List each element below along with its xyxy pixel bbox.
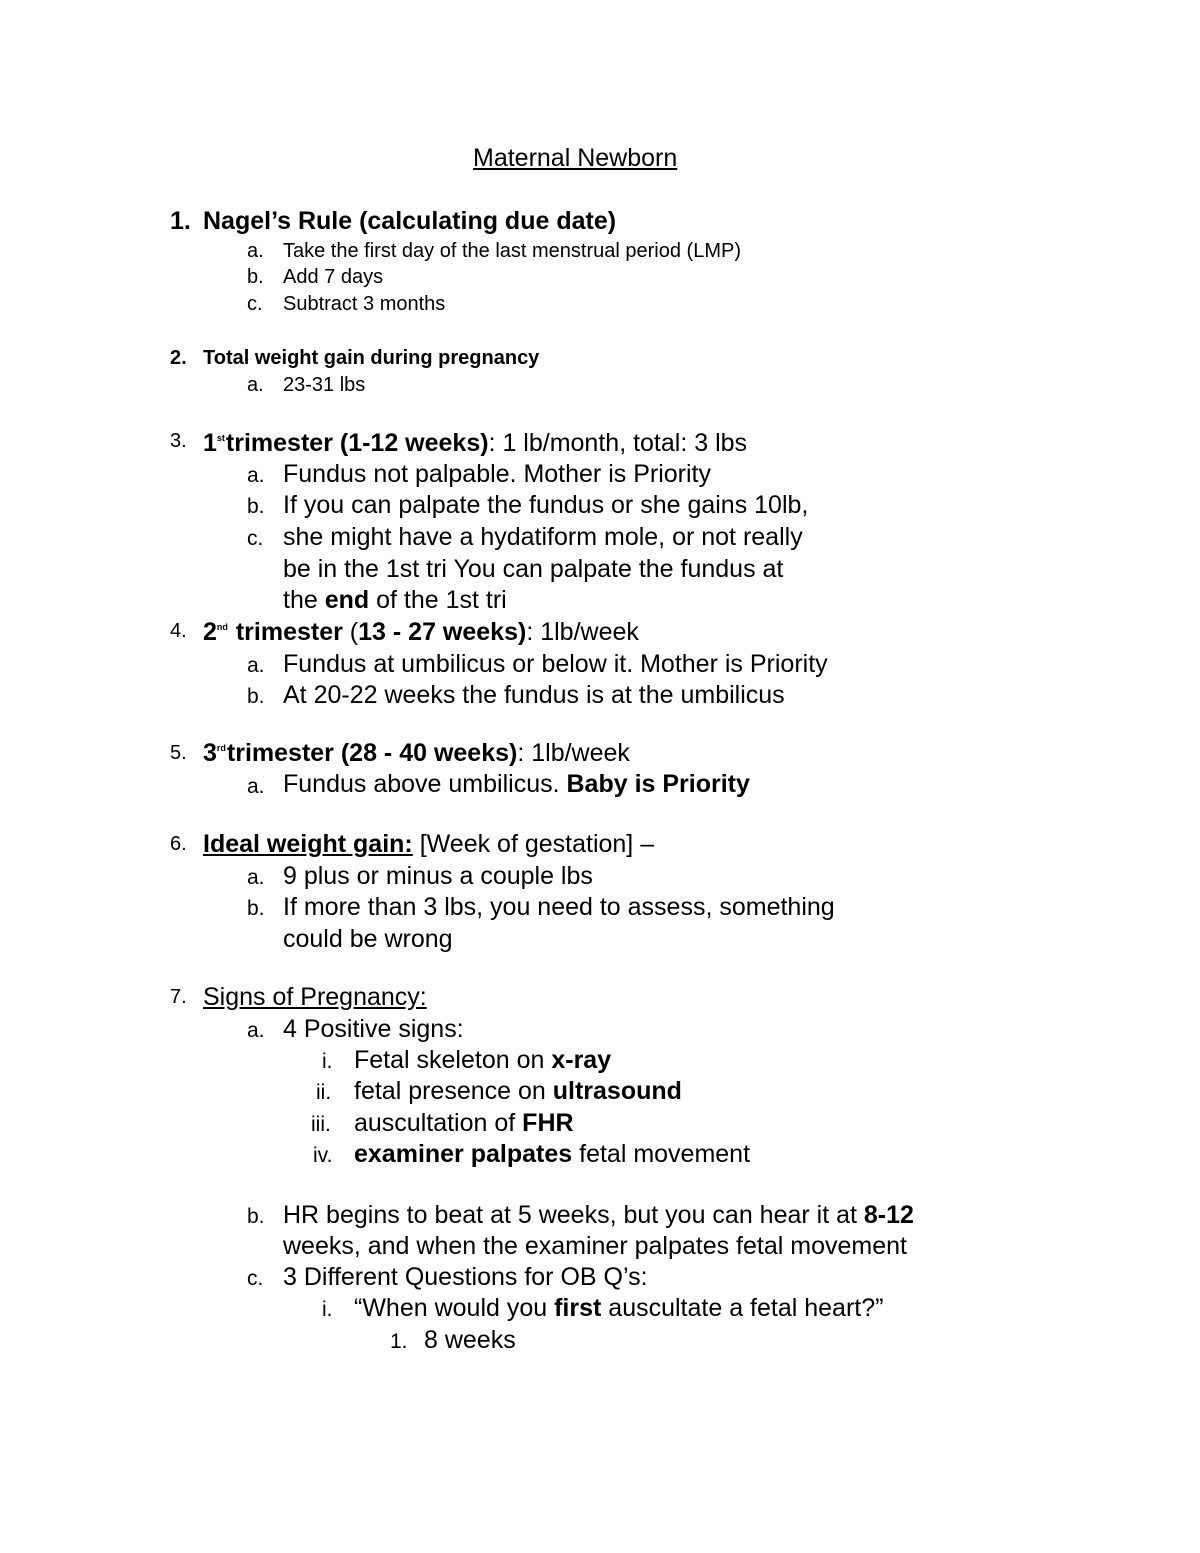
list-item: 4 Positive signs: bbox=[283, 1015, 464, 1043]
bold-run: x-ray bbox=[551, 1046, 612, 1074]
bold-run: end bbox=[324, 586, 370, 614]
text-run: the bbox=[283, 586, 325, 614]
section-heading bbox=[203, 741, 630, 766]
text-run: of the 1st tri bbox=[369, 586, 507, 614]
text-run: Fundus above umbilicus. bbox=[283, 770, 567, 798]
text-run: “When would you bbox=[354, 1294, 555, 1322]
list-item: At 20-22 weeks the fundus is at the umbilicus bbox=[283, 681, 785, 709]
heading-mid: ( bbox=[342, 618, 359, 646]
item-marker: a. bbox=[247, 240, 264, 262]
text-run: HR begins to beat at 5 weeks, but you can hear it at bbox=[283, 1201, 864, 1229]
item-marker: c. bbox=[247, 527, 264, 550]
sub-item-marker: iv. bbox=[313, 1144, 333, 1167]
item-marker: c. bbox=[247, 1267, 264, 1290]
section-number: 4. bbox=[170, 620, 187, 642]
sub-list-item bbox=[354, 1079, 682, 1104]
section-heading: Signs of Pregnancy: bbox=[203, 983, 427, 1011]
heading-bold: trimester (1-12 weeks) bbox=[225, 429, 489, 457]
sub-sub-list-item: 8 weeks bbox=[424, 1326, 516, 1354]
section-number: 3. bbox=[170, 430, 187, 452]
heading-ordinal: 2 bbox=[203, 618, 217, 646]
item-marker: a. bbox=[247, 464, 265, 487]
item-marker: b. bbox=[247, 897, 265, 920]
list-item bbox=[283, 772, 750, 797]
text-run: Fetal skeleton on bbox=[354, 1046, 552, 1074]
sub-item-marker: i. bbox=[322, 1298, 333, 1321]
section-heading bbox=[203, 832, 654, 857]
heading-bold: 13 - 27 weeks) bbox=[358, 618, 527, 646]
list-item: If you can palpate the fundus or she gains 10lb, bbox=[283, 491, 809, 519]
sub-list-item bbox=[354, 1111, 574, 1136]
sub-sub-item-marker: 1. bbox=[390, 1330, 408, 1353]
list-item: Add 7 days bbox=[283, 266, 384, 288]
item-marker: a. bbox=[247, 866, 265, 889]
section-number: 5. bbox=[170, 742, 187, 764]
heading-bold: trimester (28 - 40 weeks) bbox=[226, 739, 518, 767]
item-marker: b. bbox=[247, 495, 265, 518]
section-number: 7. bbox=[170, 986, 187, 1008]
item-marker: a. bbox=[247, 775, 265, 798]
list-item: she might have a hydatiform mole, or not really bbox=[283, 523, 803, 551]
sub-list-item bbox=[354, 1296, 883, 1321]
heading-rest: [Week of gestation] – bbox=[412, 830, 655, 858]
section-heading bbox=[203, 431, 747, 456]
list-item: Take the first day of the last menstrual period (LMP) bbox=[283, 240, 741, 262]
list-item-continuation: weeks, and when the examiner palpates fetal movement bbox=[283, 1232, 907, 1260]
section-heading: Nagel’s Rule (calculating due date) bbox=[203, 207, 617, 235]
section-number: 1. bbox=[170, 207, 191, 235]
item-marker: b. bbox=[247, 685, 265, 708]
heading-ordinal: 3 bbox=[203, 739, 217, 767]
bold-run: FHR bbox=[522, 1109, 574, 1137]
item-marker: b. bbox=[247, 1205, 265, 1228]
section-number: 6. bbox=[170, 833, 187, 855]
item-marker: a. bbox=[247, 654, 265, 677]
sub-list-item bbox=[354, 1142, 750, 1167]
list-item: 23-31 lbs bbox=[283, 374, 366, 396]
list-item bbox=[283, 1203, 914, 1228]
section-heading: Total weight gain during pregnancy bbox=[203, 347, 540, 369]
list-item: 3 Different Questions for OB Q’s: bbox=[283, 1263, 648, 1291]
heading-rest: : 1 lb/month, total: 3 lbs bbox=[488, 429, 748, 457]
item-marker: a. bbox=[247, 374, 264, 396]
heading-rest: : 1lb/week bbox=[526, 618, 639, 646]
sub-item-marker: iii. bbox=[311, 1113, 331, 1136]
bold-run: examiner palpates bbox=[354, 1140, 573, 1168]
list-item: Subtract 3 months bbox=[283, 293, 446, 315]
heading-sup: st bbox=[216, 433, 225, 443]
list-item: Fundus at umbilicus or below it. Mother is Priority bbox=[283, 650, 828, 678]
item-marker: b. bbox=[247, 266, 264, 288]
text-run: auscultate a fetal heart?” bbox=[601, 1294, 884, 1322]
heading-sup: nd bbox=[216, 622, 228, 632]
item-marker: a. bbox=[247, 1019, 265, 1042]
text-run: fetal movement bbox=[572, 1140, 751, 1168]
bold-run: Baby is Priority bbox=[566, 770, 750, 798]
page-title: Maternal Newborn bbox=[473, 144, 678, 172]
heading-bold: trimester bbox=[228, 618, 343, 646]
list-item-continuation bbox=[283, 588, 507, 613]
sub-list-item bbox=[354, 1048, 611, 1073]
heading-rest: : 1lb/week bbox=[517, 739, 630, 767]
bold-run: first bbox=[554, 1294, 602, 1322]
item-marker: c. bbox=[247, 293, 263, 315]
section-number: 2. bbox=[170, 347, 187, 369]
sub-item-marker: i. bbox=[322, 1050, 333, 1073]
sub-item-marker: ii. bbox=[316, 1081, 332, 1104]
list-item-continuation: could be wrong bbox=[283, 925, 453, 953]
list-item: 9 plus or minus a couple lbs bbox=[283, 862, 593, 890]
list-item: If more than 3 lbs, you need to assess, something bbox=[283, 893, 835, 921]
list-item: Fundus not palpable. Mother is Priority bbox=[283, 460, 711, 488]
text-run: auscultation of bbox=[354, 1109, 523, 1137]
text-run: fetal presence on bbox=[354, 1077, 553, 1105]
bold-run: 8-12 bbox=[863, 1201, 914, 1229]
heading-sup: rd bbox=[216, 743, 226, 753]
heading-ordinal: 1 bbox=[203, 429, 217, 457]
heading-bold: Ideal weight gain: bbox=[203, 830, 413, 858]
section-heading bbox=[203, 620, 639, 645]
list-item-continuation: be in the 1st tri You can palpate the fundus at bbox=[283, 555, 784, 583]
bold-run: ultrasound bbox=[552, 1077, 682, 1105]
